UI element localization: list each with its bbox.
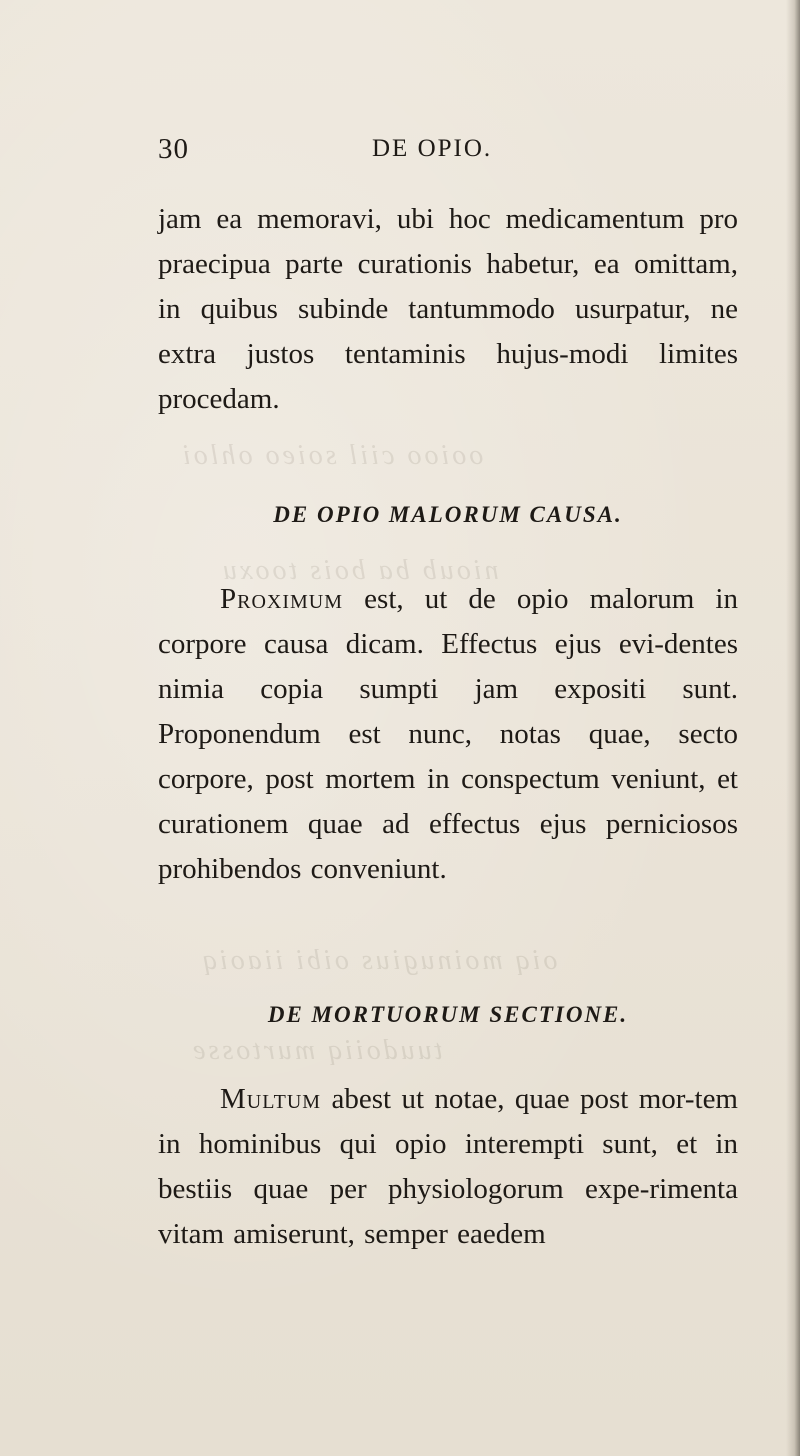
page-header: [158, 133, 728, 173]
running-head: DE OPIO.: [372, 135, 493, 162]
page-edge-shadow: [786, 0, 800, 1456]
paragraph-text: jam ea memoravi, ubi hoc medicamentum pro praecipua parte curationis habetur, ea omittam, in quibus subinde tantummodo usurpatur, ne extra justos tentaminis hujus-modi limites procedam.: [158, 203, 738, 415]
show-through-text: ooioo ciil soieo ohloi: [180, 440, 484, 471]
paragraph: [158, 577, 738, 892]
paragraph: [158, 197, 738, 422]
paragraph-lead-word: Multum: [220, 1083, 322, 1115]
section-heading: DE MORTUORUM SECTIONE.: [267, 1002, 629, 1027]
section-heading: DE OPIO MALORUM CAUSA.: [273, 502, 623, 527]
paragraph-text: est, ut de opio malorum in corpore causa dicam. Effectus ejus evi-dentes nimia copia sumpti jam expositi sunt. Proponendum est nunc, notas quae, secto corpore, post mortem in conspectum veniunt, et curationem quae ad effectus ejus perniciosos prohibendos conveniunt.: [158, 583, 738, 885]
paragraph: [158, 1077, 738, 1257]
page-number: 30: [158, 133, 189, 165]
show-through-text: tuudoiiq murtosse: [190, 1035, 443, 1066]
show-through-text: nioub ba bois tooxu: [220, 555, 499, 586]
paragraph-text: abest ut notae, quae post mor-tem in hominibus qui opio interempti sunt, et in bestiis quae per physiologorum expe-rimenta vitam amiserunt, semper eaedem: [158, 1083, 738, 1250]
paragraph-lead-word: Proximum: [220, 583, 344, 615]
show-through-text: oiq moinugius oibi iiaoiq: [200, 945, 558, 976]
